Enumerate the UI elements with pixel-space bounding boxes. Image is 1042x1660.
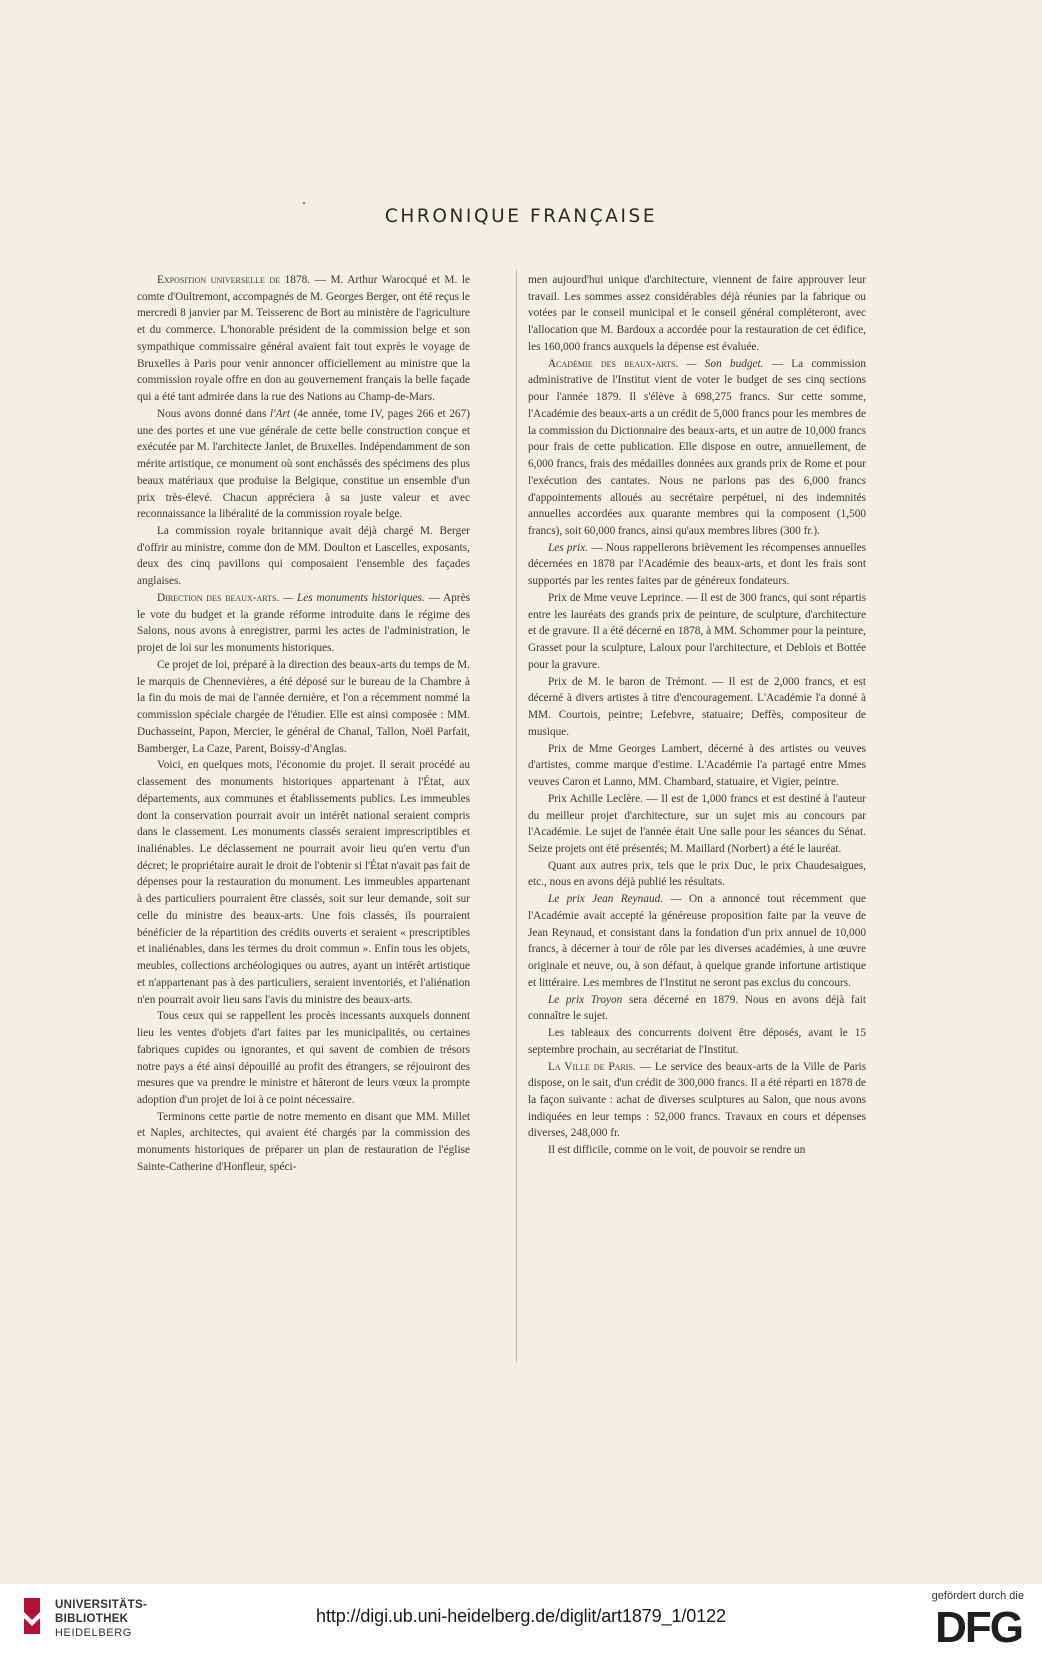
paragraph-text: Voici, en quelques mots, l'économie du projet. Il serait procédé au classement des monuments historiques appartenant à l'État, aux départements, aux communes et établissements publics. Les immeubles dont la conservation pourrait avoir un intérêt national seraient compris dans le classement. Les monuments classés seraient imprescriptibles et inaliénables. Le déclassement ne pourrait avoir lieu qu'en vertu d'un décret; le propriétaire aurait le droit de l'obtenir si l'État n'avait pas fait de dépenses pour la restauration du monument. Les immeubles appartenant à des particuliers pourraient être classés, soit sur leur demande, soit sur celle du ministre des beaux-arts. Une fois classés, ils pourraient bénéficier de la répartition des crédits ouverts et seraient « prescriptibles et inaliénables, dans les termes du droit commun ». Enfin tous les objets, meubles, collections archéologiques ou autres, ayant un intérêt artistique et n'appartenant pas à des particuliers, seraient inventoriés, et l'aliénation n'en pourrait avoir lieu sans l'avis du ministre des beaux-arts. — [137, 759, 470, 1006]
paragraph-text: Terminons cette partie de notre memento en disant que MM. Millet et Naples, architectes, qui avaient été chargés par la commission des monuments historiques de préparer un plan de restauration de l'église Sainte-Catherine d'Honfleur, spéci- — [137, 1110, 470, 1173]
paragraph — [528, 1142, 866, 1159]
paragraph — [137, 272, 470, 406]
italic-heading: Le prix Jean Reynaud. — [548, 893, 664, 906]
permalink-url[interactable]: http://digi.ub.uni-heidelberg.de/diglit/art1879_1/0122 — [316, 1606, 726, 1626]
paragraph-text: Prix de Mme Georges Lambert, décerné à des artistes ou veuves d'artistes, comme marque d'estime. L'Académie l'a partagé entre Mmes veuves Caron et Lanno, MM. Chambard, statuaire, et Vigier, peintre. — [528, 742, 866, 789]
ink-speck — [303, 202, 305, 204]
paragraph — [528, 992, 866, 1025]
paragraph — [528, 1025, 866, 1058]
paragraph — [528, 540, 866, 590]
paragraph-text: Les tableaux des concurrents doivent être déposés, avant le 15 septembre prochain, au secrétariat de l'Institut. — [528, 1027, 866, 1056]
italic-heading: l'Art — [270, 407, 291, 420]
paragraph — [528, 858, 866, 891]
funding-label: gefördert durch die — [931, 1590, 1024, 1602]
paragraph — [528, 891, 866, 991]
paragraph — [528, 674, 866, 741]
section-heading: Exposition universelle de — [157, 274, 285, 286]
paragraph-text: men aujourd'hui unique d'architecture, viennent de faire approuver leur travail. Les sommes assez considérables déjà réunies par la fabrique ou votées par le conseil municipal et le conseil général compléteront, avec l'allocation que M. Bardoux a accordée pour la restauration de cet édifice, les 160,000 francs auxquels la dépense est évaluée. — [528, 274, 866, 353]
dfg-logo[interactable]: DFG — [935, 1603, 1022, 1652]
paragraph-text: 1878. — M. Arthur Warocqué et M. le comte d'Oultremont, accompagnés de M. Georges Berger, ont été reçus le mercredi 8 janvier par M. Teisserenc de Bort au ministère de l'agriculture et du commerce. L'honorable président de la commission belge et son sympathique commissaire général avaient fait tout exprès le voyage de Bruxelles à Paris pour venir annoncer officiellement au ministre que la commission royale offre en don au gouvernement français la belle façade qui a été tant admirée dans la rue des Nations au Champ-de-Mars. — [137, 274, 470, 404]
paragraph-text: Ce projet de loi, préparé à la direction des beaux-arts du temps de M. le marquis de Chennevières, a été déposé sur le bureau de la Chambre à la fin du mois de mai de l'année dernière, et l'on a récemment nommé la commission spéciale chargée de l'étudier. Elle est ainsi composée : MM. Duchasseint, Papon, Mercier, le général de Chanal, Tallon, Noël Parfait, Bamberger, La Caze, Parent, Boissy-d'Anglas. — [137, 658, 470, 755]
page-title: CHRONIQUE FRANÇAISE — [384, 206, 658, 227]
paragraph-text: Il est difficile, comme on le voit, de pouvoir se rendre un — [548, 1144, 806, 1157]
paragraph-text: — Après le vote du budget et la grande réforme introduite dans le régime des Salons, nous avons à enregistrer, parmi les actes de l'administration, le projet de loi sur les monuments historiques. — [137, 591, 470, 655]
paragraph-text: — La commission administrative de l'Institut vient de voter le budget de ses cinq sections pour l'année 1879. Il s'élève à 698,275 francs. Sur cette somme, l'Académie des beaux-arts a un crédit de 5,000 francs pour les membres de la commission du Dictionnaire des beaux-arts, et un autre de 10,000 francs pour frais de cette publication. Elle dispose en outre, annuellement, de 6,000 francs, frais des médailles données aux grands prix de Rome et pour l'exécution des cantates. Nous ne parlons pas des 6,000 francs d'appointements alloués au secrétaire perpétuel, ni des indemnités annuelles accordées aux quarante membres qui la composent (1,500 francs), soit 60,000 francs, ainsi qu'aux membres libres (300 fr.). — [528, 357, 866, 538]
italic-heading: — Les monuments historiques. — [283, 591, 425, 604]
paragraph — [528, 272, 866, 356]
text-column-left — [137, 272, 470, 1361]
paragraph — [528, 1059, 866, 1143]
library-name-line2: BIBLIOTHEK — [55, 1613, 129, 1625]
paragraph-text: — Le service des beaux-arts de la Ville de Paris dispose, on le sait, d'un crédit de 300,000 francs. Il a été réparti en 1878 de la façon suivante : achat de diverses sculptures au Salon, que nous avons indiquées en leur temps : 52,000 francs. Travaux en cours et dépenses diverses, 248,000 fr. — [528, 1060, 866, 1140]
paragraph — [137, 590, 470, 657]
viewer-footer — [0, 1584, 1042, 1660]
library-name-line1: UNIVERSITÄTS- — [55, 1599, 148, 1611]
paragraph-text: Nous avons donné dans — [157, 407, 271, 420]
paragraph — [137, 406, 470, 523]
italic-heading: Les prix. — [548, 541, 588, 554]
paragraph — [137, 757, 470, 1008]
paragraph — [137, 1109, 470, 1176]
italic-heading: Le prix Troyon — [548, 993, 623, 1006]
section-heading: Direction des beaux-arts. — [157, 591, 284, 604]
paragraph-text: Prix Achille Leclère. — Il est de 1,000 francs et est destiné à l'auteur du meilleur projet d'architecture, sur un sujet mis au concours par l'Académie. Le sujet de l'année était Une salle pour les séances du Sénat. Seize projets ont été présentés; M. Maillard (Norbert) a été le lauréat. — [528, 792, 866, 855]
paragraph-text: Quant aux autres prix, tels que le prix Duc, le prix Chaudesaigues, etc., nous en avons déjà publié les résultats. — [528, 859, 866, 889]
section-heading: Académie des beaux-arts. — [548, 357, 687, 370]
section-heading: La Ville de Paris. — [548, 1060, 640, 1073]
paragraph — [137, 523, 470, 590]
paragraph — [528, 590, 866, 674]
text-column-right — [528, 272, 866, 1361]
paragraph — [137, 1008, 470, 1108]
italic-heading: — Son budget. — [686, 357, 764, 370]
paragraph-text: — Nous rappellerons brièvement les récompenses annuelles décernées en 1878 par l'Académie des beaux-arts, et dont les frais sont supportés par les rentes faites par de généreux fondateurs. — [528, 541, 866, 588]
paragraph-text: — On a annoncé tout récemment que l'Académie avait accepté la généreuse proposition faite par la veuve de Jean Reynaud, et consistant dans la fondation d'un prix annuel de 10,000 francs, à décerner à tour de rôle par les diverses académies, à une œuvre originale et neuve, ou, à son défaut, à quelque grande infortune artistique et littéraire. Les membres de l'Institut ne seront pas exclus du concours. — [528, 893, 866, 989]
paragraph-text: (4e année, tome IV, pages 266 et 267) une des portes et une vue générale de cette belle construction conçue et exécutée par M. l'architecte Janlet, de Bruxelles. Indépendamment de son mérite artistique, ce monument où sont enchâssés des spécimens des plus beaux matériaux que produise la Belgique, constitue un ensemble d'un prix très-élevé. Chacun appréciera à sa juste valeur et avec reconnaissance la libéralité de la commission royale belge. — [137, 407, 470, 521]
paragraph — [137, 657, 470, 757]
paragraph — [528, 741, 866, 791]
paragraph — [528, 791, 866, 858]
column-divider — [516, 270, 517, 1362]
library-name-line3: HEIDELBERG — [55, 1627, 132, 1639]
paragraph-text: Prix de M. le baron de Trémont. — Il est de 2,000 francs, et est décerné à divers artistes à titre d'encouragement. L'Académie l'a donné à MM. Courtois, peintre; Lefebvre, statuaire; Deffès, compositeur de musique. — [528, 675, 866, 738]
paragraph-text: Prix de Mme veuve Leprince. — Il est de 300 francs, qui sont répartis entre les lauréats des grands prix de peinture, de sculpture, d'architecture et de gravure. Il a été décerné en 1878, à MM. Schommer pour la peinture, Grasset pour la sculpture, Laloux pour l'architecture, et Deblois et Bottée pour la gravure. — [528, 591, 866, 671]
paragraph-text: sera décerné en 1879. Nous en avons déjà fait connaître le sujet. — [528, 993, 866, 1023]
paragraph-text: La commission royale britannique avait déjà chargé M. Berger d'offrir au ministre, comme don de MM. Doulton et Lascelles, exposants, deux des cinq pavillons qui composaient l'ensemble des façades anglaises. — [137, 525, 470, 588]
paragraph-text: Tous ceux qui se rappellent les procès incessants auxquels donnent lieu les ventes d'objets d'art faites par les municipalités, ou certaines fabriques cupides ou ignorantes, et qui savent de combien de trésors notre pays a été ainsi dépouillé au profit des étrangers, se réjouiront des mesures que va prendre le ministre et hâteront de leurs vœux la prompte adoption d'un projet de loi à ce point nécessaire. — [137, 1010, 470, 1106]
paragraph — [528, 356, 866, 540]
